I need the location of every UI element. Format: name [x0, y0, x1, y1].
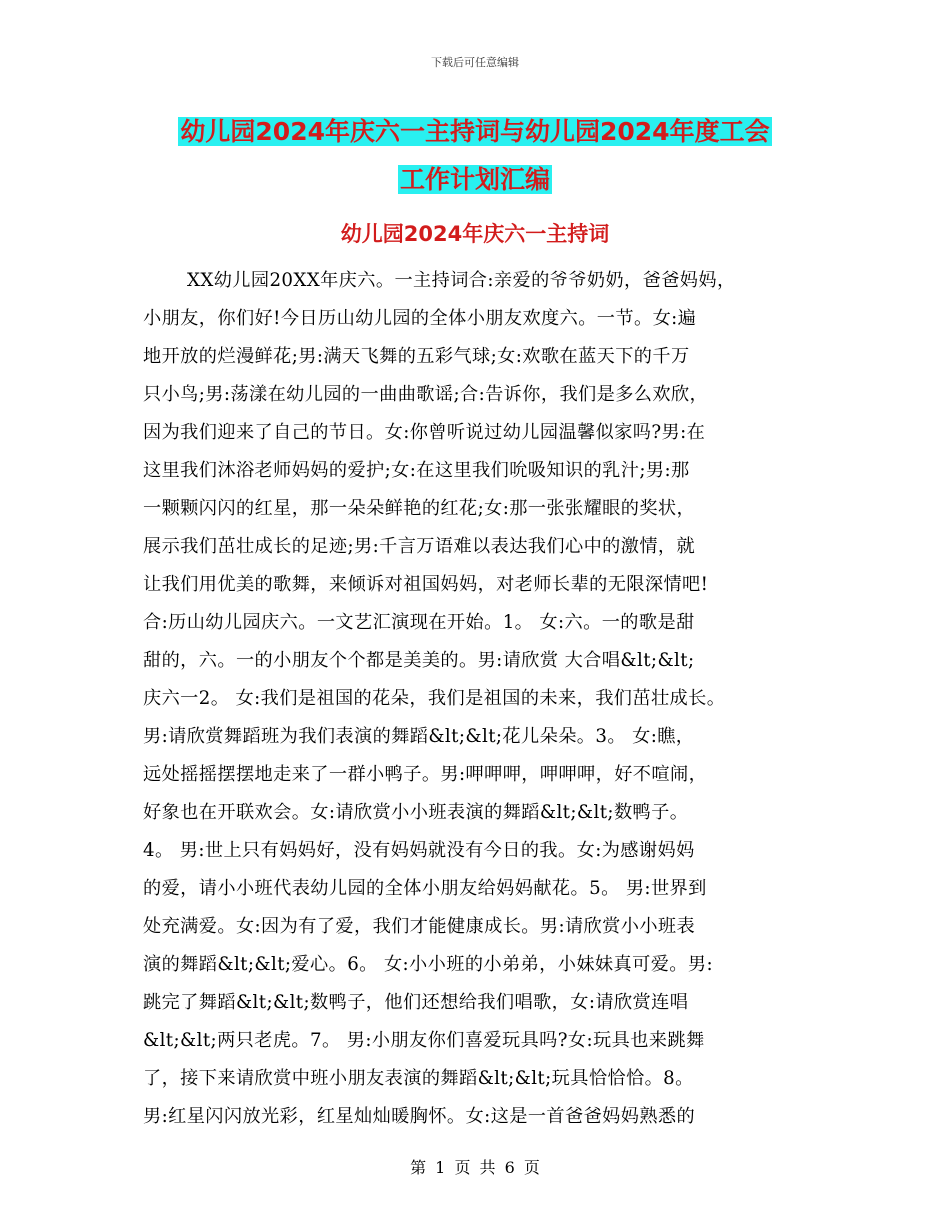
body-line: 合:历山幼儿园庆六。一文艺汇演现在开始。1。 女:六。一的歌是甜: [143, 612, 695, 633]
body-line: 让我们用优美的歌舞，来倾诉对祖国妈妈，对老师长辈的无限深情吧!: [143, 574, 709, 595]
body-line: 男:请欣赏舞蹈班为我们表演的舞蹈&lt;&lt;花儿朵朵。3。 女:瞧，: [143, 726, 695, 747]
body-line: 4。 男:世上只有妈妈好，没有妈妈就没有今日的我。女:为感谢妈妈: [143, 840, 695, 861]
section-title: 幼儿园2024年庆六一主持词: [340, 222, 610, 246]
body-line: 小朋友，你们好!今日历山幼儿园的全体小朋友欢度六。一节。女:遍: [143, 308, 697, 329]
body-line: 好象也在开联欢会。女:请欣赏小小班表演的舞蹈&lt;&lt;数鸭子。: [143, 802, 689, 823]
body-line: 这里我们沐浴老师妈妈的爱护;女:在这里我们吮吸知识的乳汁;男:那: [143, 460, 690, 481]
body-line: 的爱，请小小班代表幼儿园的全体小朋友给妈妈献花。5。 男:世界到: [143, 878, 707, 899]
body-line: 处充满爱。女:因为有了爱，我们才能健康成长。男:请欣赏小小班表: [143, 916, 696, 937]
body-line: XX幼儿园20XX年庆六。一主持词合:亲爱的爷爷奶奶，爸爸妈妈，: [187, 270, 736, 291]
body-line: 甜的，六。一的小朋友个个都是美美的。男:请欣赏 大合唱&lt;&lt;: [143, 650, 695, 671]
title-highlight-1: 幼儿园2024年庆六一主持词与幼儿园2024年度工会: [180, 117, 770, 146]
page-footer: 第 1 页 共 6 页: [410, 1158, 540, 1177]
body-line: 演的舞蹈&lt;&lt;爱心。6。 女:小小班的小弟弟，小妹妹真可爱。男:: [143, 954, 713, 975]
body-line: 展示我们茁壮成长的足迹;男:千言万语难以表达我们心中的激情，就: [143, 536, 696, 557]
body-line: 庆六一2。 女:我们是祖国的花朵，我们是祖国的未来，我们茁壮成长。: [143, 688, 726, 709]
page-header-note: 下载后可任意编辑: [431, 56, 519, 69]
title-highlight-2: 工作计划汇编: [399, 165, 550, 194]
body-line: 跳完了舞蹈&lt;&lt;数鸭子，他们还想给我们唱歌，女:请欣赏连唱: [143, 992, 689, 1013]
body-line: 男:红星闪闪放光彩，红星灿灿暖胸怀。女:这是一首爸爸妈妈熟悉的: [143, 1106, 696, 1127]
body-line: 只小鸟;男:荡漾在幼儿园的一曲曲歌谣;合:告诉你，我们是多么欢欣，: [143, 384, 709, 405]
body-line: 了，接下来请欣赏中班小朋友表演的舞蹈&lt;&lt;玩具恰恰恰。8。: [143, 1068, 694, 1089]
body-line: 因为我们迎来了自己的节日。女:你曾听说过幼儿园温馨似家吗?男:在: [143, 422, 706, 443]
body-line: 远处摇摇摆摆地走来了一群小鸭子。男:呷呷呷，呷呷呷，好不喧闹，: [143, 764, 708, 785]
document-title: [0, 108, 950, 204]
body-line: &lt;&lt;两只老虎。7。 男:小朋友你们喜爱玩具吗?女:玩具也来跳舞: [143, 1030, 705, 1051]
document-title-line-1: [0, 108, 950, 156]
body-line: 地开放的烂漫鲜花;男:满天飞舞的五彩气球;女:欢歌在蓝天下的千万: [143, 346, 690, 367]
body-line: 一颗颗闪闪的红星，那一朵朵鲜艳的红花;女:那一张张耀眼的奖状，: [143, 498, 696, 519]
document-title-line-2: [0, 156, 950, 204]
